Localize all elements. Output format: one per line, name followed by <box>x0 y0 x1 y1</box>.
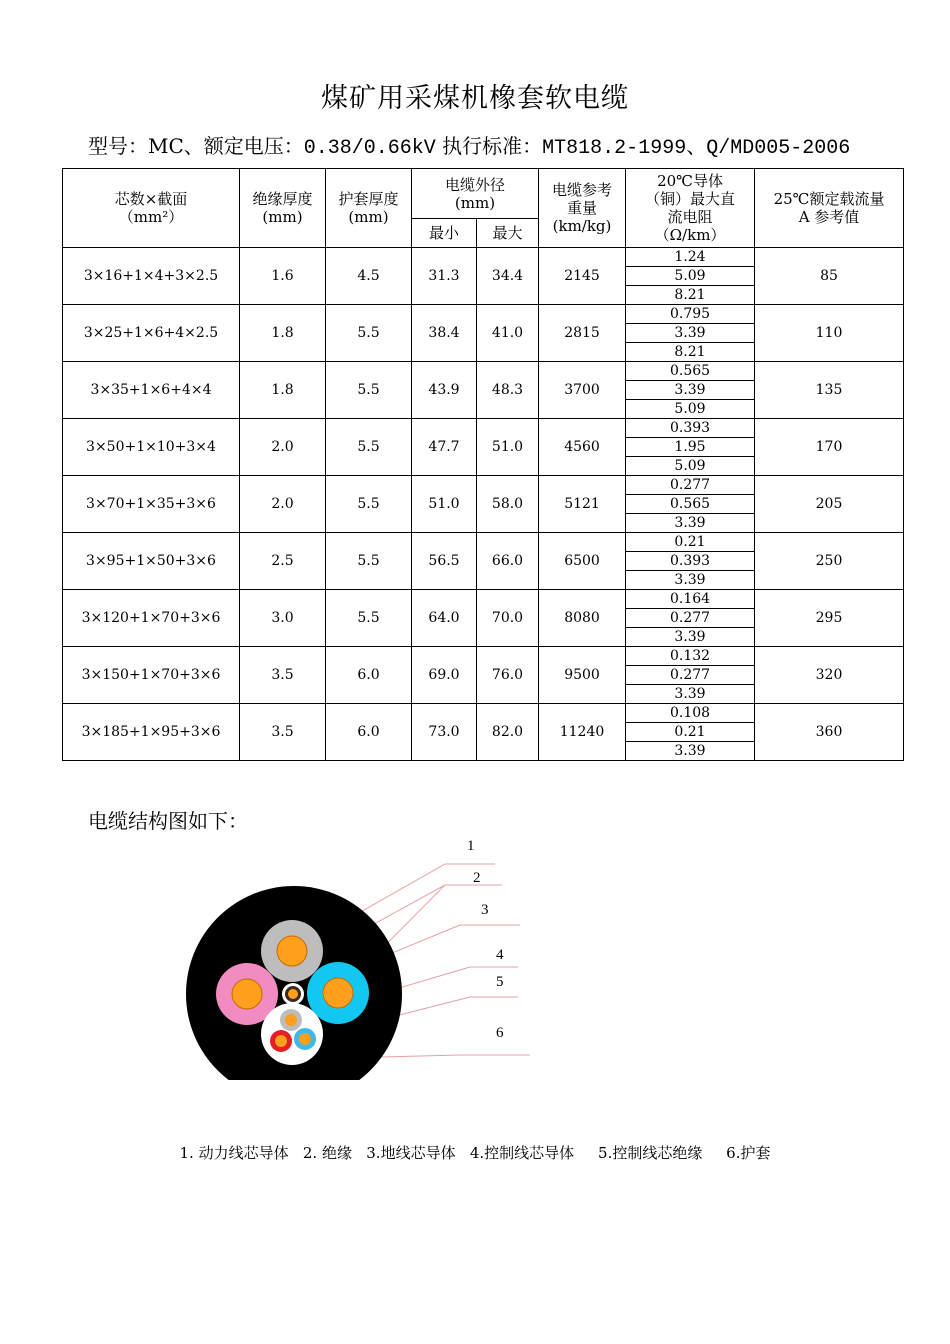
resistance-cell: 3.39 <box>626 628 755 647</box>
header-sheath: 护套厚度 (mm) <box>326 169 412 248</box>
diameter-min-cell: 73.0 <box>412 704 477 761</box>
diameter-max-cell: 41.0 <box>477 305 539 362</box>
callout-labels <box>467 838 504 1041</box>
callout-6: 6 <box>496 1025 504 1041</box>
spec-cell: 3×120+1×70+3×6 <box>63 590 240 647</box>
callout-3: 3 <box>481 902 489 918</box>
current-cell: 250 <box>755 533 904 590</box>
current-cell: 360 <box>755 704 904 761</box>
cable-cross-section-diagram <box>180 830 550 1080</box>
standard-value: MT818.2-1999、Q/MD005-2006 <box>542 137 851 160</box>
resistance-cell: 8.21 <box>626 343 755 362</box>
diameter-max-cell: 34.4 <box>477 248 539 305</box>
diameter-min-cell: 56.5 <box>412 533 477 590</box>
resistance-cell: 3.39 <box>626 571 755 590</box>
diameter-min-cell: 31.3 <box>412 248 477 305</box>
diameter-min-cell: 47.7 <box>412 419 477 476</box>
diameter-max-cell: 66.0 <box>477 533 539 590</box>
voltage-value: 0.38/0.66kV <box>303 137 436 160</box>
resistance-cell: 0.277 <box>626 476 755 495</box>
table-row <box>63 419 904 438</box>
diameter-min-cell: 64.0 <box>412 590 477 647</box>
weight-cell: 9500 <box>539 647 626 704</box>
resistance-cell: 0.132 <box>626 647 755 666</box>
header-current: 25℃额定载流量 A 参考值 <box>755 169 904 248</box>
resistance-cell: 1.95 <box>626 438 755 457</box>
spec-cell: 3×95+1×50+3×6 <box>63 533 240 590</box>
resistance-cell: 0.565 <box>626 495 755 514</box>
resistance-cell: 0.393 <box>626 552 755 571</box>
diameter-max-cell: 48.3 <box>477 362 539 419</box>
resistance-cell: 3.39 <box>626 685 755 704</box>
weight-cell: 4560 <box>539 419 626 476</box>
spec-cell: 3×185+1×95+3×6 <box>63 704 240 761</box>
resistance-cell: 3.39 <box>626 742 755 761</box>
resistance-cell: 0.277 <box>626 609 755 628</box>
insulation-cell: 2.0 <box>240 419 326 476</box>
header-diameter-max: 最大 <box>477 219 539 248</box>
diameter-min-cell: 51.0 <box>412 476 477 533</box>
header-diameter-min: 最小 <box>412 219 477 248</box>
weight-cell: 5121 <box>539 476 626 533</box>
resistance-cell: 0.164 <box>626 590 755 609</box>
table-row <box>63 590 904 609</box>
diameter-min-cell: 43.9 <box>412 362 477 419</box>
resistance-cell: 3.39 <box>626 381 755 400</box>
resistance-cell: 1.24 <box>626 248 755 267</box>
resistance-cell: 0.277 <box>626 666 755 685</box>
spec-cell: 3×16+1×4+3×2.5 <box>63 248 240 305</box>
insulation-cell: 1.8 <box>240 305 326 362</box>
resistance-cell: 5.09 <box>626 400 755 419</box>
header-diameter: 电缆外径 (mm) <box>412 169 539 219</box>
resistance-cell: 0.565 <box>626 362 755 381</box>
table-row <box>63 704 904 723</box>
power-core-right-conductor <box>323 978 353 1008</box>
spec-table <box>62 168 904 761</box>
table-row <box>63 533 904 552</box>
control-core-grey-conductor <box>285 1014 297 1026</box>
spec-cell: 3×150+1×70+3×6 <box>63 647 240 704</box>
weight-cell: 2145 <box>539 248 626 305</box>
resistance-cell: 0.393 <box>626 419 755 438</box>
structure-hint: 电缆结构图如下： <box>88 809 248 833</box>
power-core-top-conductor <box>277 936 307 966</box>
table-row <box>63 362 904 381</box>
control-core-blue-conductor <box>299 1033 311 1045</box>
insulation-cell: 3.0 <box>240 590 326 647</box>
weight-cell: 8080 <box>539 590 626 647</box>
sheath-cell: 5.5 <box>326 419 412 476</box>
ground-core-conductor <box>288 989 298 999</box>
current-cell: 170 <box>755 419 904 476</box>
header-weight: 电缆参考重量 (km/kg) <box>539 169 626 248</box>
model-label: 型号： <box>88 134 148 158</box>
control-core-red-conductor <box>275 1035 287 1047</box>
power-core-left-conductor <box>232 979 262 1009</box>
weight-cell: 11240 <box>539 704 626 761</box>
insulation-cell: 1.6 <box>240 248 326 305</box>
callout-1: 1 <box>467 838 475 854</box>
sheath-cell: 5.5 <box>326 305 412 362</box>
insulation-cell: 2.0 <box>240 476 326 533</box>
standard-label: 执行标准： <box>435 134 543 158</box>
sheath-cell: 5.5 <box>326 590 412 647</box>
callout-5: 5 <box>496 974 504 990</box>
spec-cell: 3×70+1×35+3×6 <box>63 476 240 533</box>
diameter-min-cell: 69.0 <box>412 647 477 704</box>
sheath-cell: 5.5 <box>326 476 412 533</box>
spec-cell: 3×35+1×6+4×4 <box>63 362 240 419</box>
diameter-min-cell: 38.4 <box>412 305 477 362</box>
sheath-cell: 5.5 <box>326 362 412 419</box>
resistance-cell: 0.21 <box>626 533 755 552</box>
insulation-cell: 3.5 <box>240 647 326 704</box>
current-cell: 205 <box>755 476 904 533</box>
insulation-cell: 2.5 <box>240 533 326 590</box>
resistance-cell: 8.21 <box>626 286 755 305</box>
resistance-cell: 0.108 <box>626 704 755 723</box>
table-row <box>63 647 904 666</box>
weight-cell: 3700 <box>539 362 626 419</box>
table-row <box>63 305 904 324</box>
sheath-cell: 6.0 <box>326 647 412 704</box>
document-title: 煤矿用采煤机橡套软电缆 <box>321 83 629 114</box>
sheath-cell: 5.5 <box>326 533 412 590</box>
callout-4: 4 <box>496 947 504 963</box>
callout-2: 2 <box>473 870 481 886</box>
current-cell: 135 <box>755 362 904 419</box>
diameter-max-cell: 70.0 <box>477 590 539 647</box>
spec-cell: 3×50+1×10+3×4 <box>63 419 240 476</box>
diameter-max-cell: 76.0 <box>477 647 539 704</box>
current-cell: 110 <box>755 305 904 362</box>
current-cell: 320 <box>755 647 904 704</box>
spec-cell: 3×25+1×6+4×2.5 <box>63 305 240 362</box>
resistance-cell: 0.21 <box>626 723 755 742</box>
current-cell: 295 <box>755 590 904 647</box>
insulation-cell: 3.5 <box>240 704 326 761</box>
resistance-cell: 3.39 <box>626 324 755 343</box>
model-value: MC <box>148 134 184 158</box>
table-row <box>63 476 904 495</box>
voltage-label: 、额定电压： <box>183 134 304 158</box>
header-cores: 芯数×截面 （mm²） <box>63 169 240 248</box>
diameter-max-cell: 51.0 <box>477 419 539 476</box>
header-resistance: 20℃导体 （铜）最大直 流电阻 （Ω/km） <box>626 169 755 248</box>
resistance-cell: 5.09 <box>626 267 755 286</box>
resistance-cell: 3.39 <box>626 514 755 533</box>
table-row <box>63 248 904 267</box>
resistance-cell: 5.09 <box>626 457 755 476</box>
diameter-max-cell: 58.0 <box>477 476 539 533</box>
header-insulation: 绝缘厚度 (mm) <box>240 169 326 248</box>
current-cell: 85 <box>755 248 904 305</box>
resistance-cell: 0.795 <box>626 305 755 324</box>
diagram-legend: 1. 动力线芯导体 2. 绝缘 3.地线芯导体 4.控制线芯导体 5.控制线芯绝缘 6.护套 <box>179 1144 771 1162</box>
sheath-cell: 4.5 <box>326 248 412 305</box>
diameter-max-cell: 82.0 <box>477 704 539 761</box>
sheath-cell: 6.0 <box>326 704 412 761</box>
insulation-cell: 1.8 <box>240 362 326 419</box>
weight-cell: 6500 <box>539 533 626 590</box>
model-line <box>88 130 850 160</box>
weight-cell: 2815 <box>539 305 626 362</box>
